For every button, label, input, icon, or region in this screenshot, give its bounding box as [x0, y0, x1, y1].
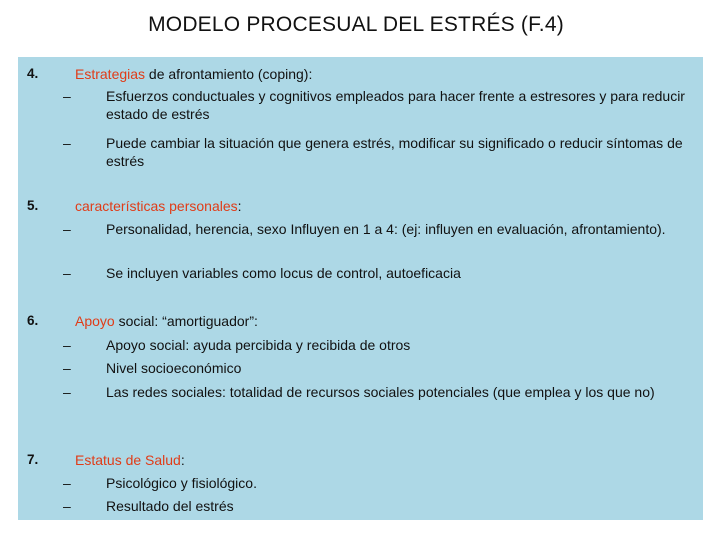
- item-heading: [75, 452, 185, 469]
- heading-highlight: Estrategias: [75, 66, 146, 82]
- slide-title: MODELO PROCESUAL DEL ESTRÉS (F.4): [148, 13, 564, 36]
- heading-rest: social: “amortiguador”:: [114, 313, 258, 329]
- item-heading: [75, 313, 258, 330]
- bullet-text: Se incluyen variables como locus de control, autoeficacia: [106, 265, 461, 281]
- heading-rest: :: [237, 198, 242, 214]
- dash-bullet-icon: –: [63, 337, 71, 353]
- item-number: 4.: [27, 66, 39, 81]
- bullet-text: Personalidad, herencia, sexo Influyen en 1 a 4: (ej: influyen en evaluación, afrontamiento).: [106, 221, 666, 237]
- dash-bullet-icon: –: [63, 135, 71, 151]
- dash-bullet-icon: –: [63, 384, 71, 400]
- bullet-text: Nivel socioeconómico: [106, 360, 242, 376]
- dash-bullet-icon: –: [63, 498, 71, 514]
- item-number: 6.: [27, 313, 39, 328]
- heading-highlight: Estatus de Salud: [75, 452, 181, 468]
- bullet-text: Resultado del estrés: [106, 498, 234, 514]
- dash-bullet-icon: –: [63, 221, 71, 237]
- bullet-text: Psicológico y fisiológico.: [106, 475, 257, 491]
- dash-bullet-icon: –: [63, 88, 71, 104]
- item-heading: [75, 66, 312, 83]
- item-heading: [75, 198, 242, 215]
- bullet-text: Las redes sociales: totalidad de recursos sociales potenciales (que emplea y los que no): [106, 384, 655, 400]
- heading-highlight: Apoyo: [75, 313, 115, 329]
- heading-rest: de afrontamiento (coping):: [145, 66, 313, 82]
- content-panel: [18, 57, 703, 520]
- bullet-text: Puede cambiar la situación que genera estrés, modificar su significado o reducir síntomas de estrés: [106, 135, 683, 169]
- item-number: 5.: [27, 198, 39, 213]
- dash-bullet-icon: –: [63, 360, 71, 376]
- heading-highlight: características personales: [75, 198, 238, 214]
- heading-rest: :: [180, 452, 185, 468]
- bullet-text: Apoyo social: ayuda percibida y recibida de otros: [106, 337, 411, 353]
- bullet-text: Esfuerzos conductuales y cognitivos empleados para hacer frente a estresores y para reducir estado de estrés: [106, 88, 685, 122]
- item-number: 7.: [27, 452, 39, 467]
- dash-bullet-icon: –: [63, 475, 71, 491]
- dash-bullet-icon: –: [63, 265, 71, 281]
